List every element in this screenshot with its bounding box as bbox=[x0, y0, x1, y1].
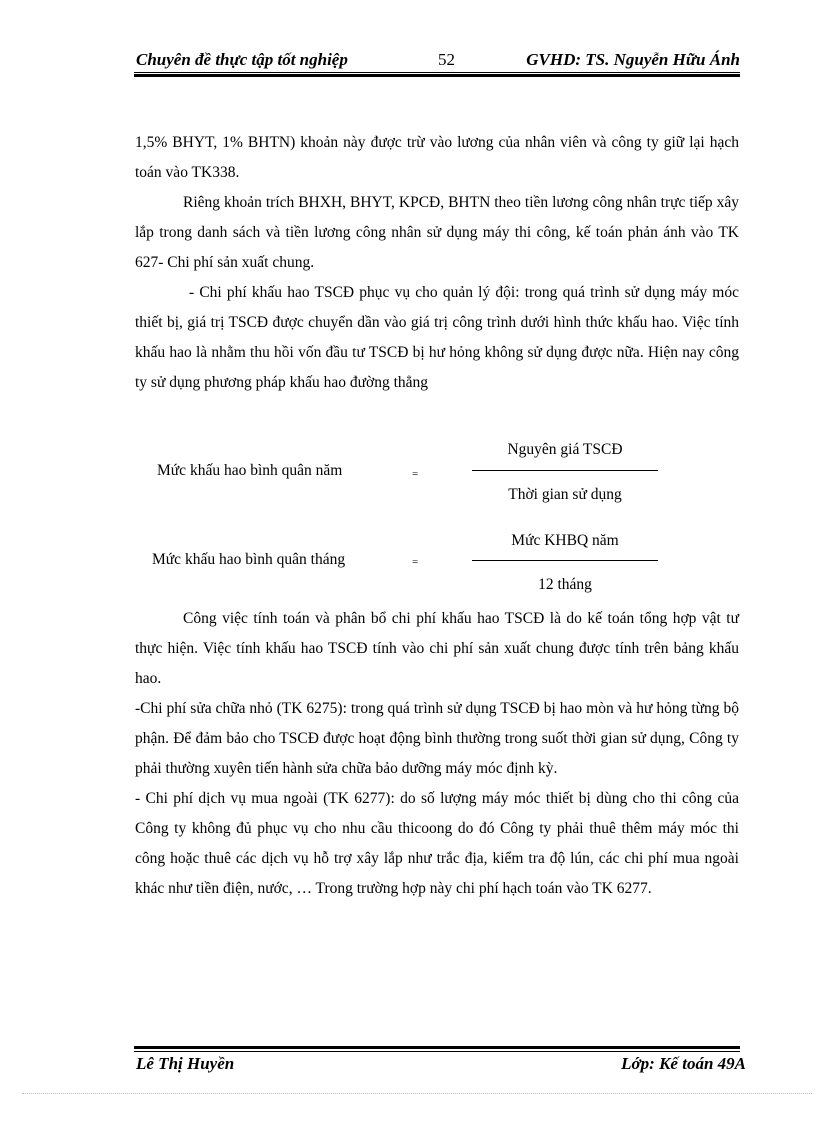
formula-label: Mức khấu hao bình quân tháng bbox=[152, 551, 346, 568]
formula-label: Mức khấu hao bình quân năm bbox=[157, 462, 343, 479]
formula-denominator: Thời gian sử dụng bbox=[508, 486, 622, 503]
footer-author: Lê Thị Huyền bbox=[136, 1054, 235, 1073]
footer-rule-thick bbox=[134, 1046, 740, 1049]
page-footer bbox=[134, 1054, 746, 1076]
paragraph: - Chi phí khấu hao TSCĐ phục vụ cho quản lý đội: trong quá trình sử dụng máy móc thiết bị, giá trị TSCĐ được chuyển dần vào giá trị công trình dưới hình thức khấu hao. Việc tính khấu hao là nhằm thu hồi vốn đầu tư TSCĐ bị hư hỏng không sử dụng được nữa. Hiện nay công ty sử dụng phương pháp khấu hao đường thẳng bbox=[135, 284, 739, 391]
paragraph: Riêng khoản trích BHXH, BHYT, KPCĐ, BHTN theo tiền lương công nhân trực tiếp xây lắp trong danh sách và tiền lương công nhân sử dụng máy thi công, kế toán phản ánh vào TK 627- Chi phí sản xuất chung. bbox=[135, 194, 739, 271]
body-text-bottom bbox=[135, 604, 739, 904]
header-advisor: GVHD: TS. Nguyễn Hữu Ánh bbox=[526, 50, 740, 69]
formula-numerator: Mức KHBQ năm bbox=[511, 532, 619, 549]
header-title: Chuyên đề thực tập tốt nghiệp bbox=[136, 50, 348, 69]
paragraph: 1,5% BHYT, 1% BHTN) khoản này được trừ vào lương của nhân viên và công ty giữ lại hạch toán vào TK338. bbox=[135, 134, 739, 181]
fraction-bar bbox=[472, 560, 658, 561]
fraction-bar bbox=[472, 470, 658, 471]
footer-class: Lớp: Kế toán 49A bbox=[621, 1054, 746, 1073]
paragraph: Công việc tính toán và phân bổ chi phí khấu hao TSCĐ là do kế toán tổng hợp vật tư thực hiện. Việc tính khấu hao TSCĐ tính vào chi phí sản xuất chung được tính trên bảng khấu hao. bbox=[135, 610, 739, 687]
header-rule-thin bbox=[134, 72, 740, 73]
paragraph: - Chi phí dịch vụ mua ngoài (TK 6277): do số lượng máy móc thiết bị dùng cho thi công của Công ty không đủ phục vụ cho nhu cầu thicoong do đó Công ty phải thuê thêm máy móc thi công hoặc thuê các dịch vụ hỗ trợ xây lắp như trắc địa, kiểm tra độ lún, các chi phí mua ngoài khác như tiền điện, nước, … Trong trường hợp này chi phí hạch toán vào TK 6277. bbox=[135, 790, 739, 897]
formula-equals: = bbox=[412, 556, 419, 568]
formula-equals: = bbox=[412, 468, 419, 480]
footer-rule-thin bbox=[134, 1051, 740, 1052]
body-text-top bbox=[135, 128, 739, 398]
formula-denominator: 12 tháng bbox=[538, 576, 592, 593]
page-number: 52 bbox=[438, 50, 455, 69]
page-bottom-dotted-line bbox=[22, 1093, 812, 1094]
page-header bbox=[134, 49, 740, 71]
header-rule-thick bbox=[134, 74, 740, 77]
formula-numerator: Nguyên giá TSCĐ bbox=[507, 441, 623, 458]
paragraph: -Chi phí sửa chữa nhỏ (TK 6275): trong quá trình sử dụng TSCĐ bị hao mòn và hư hỏng từng bộ phận. Để đảm bảo cho TSCĐ được hoạt động bình thường trong suốt thời gian sử dụng, Công ty phải thường xuyên tiến hành sửa chữa bảo dưỡng máy móc định kỳ. bbox=[135, 700, 739, 777]
